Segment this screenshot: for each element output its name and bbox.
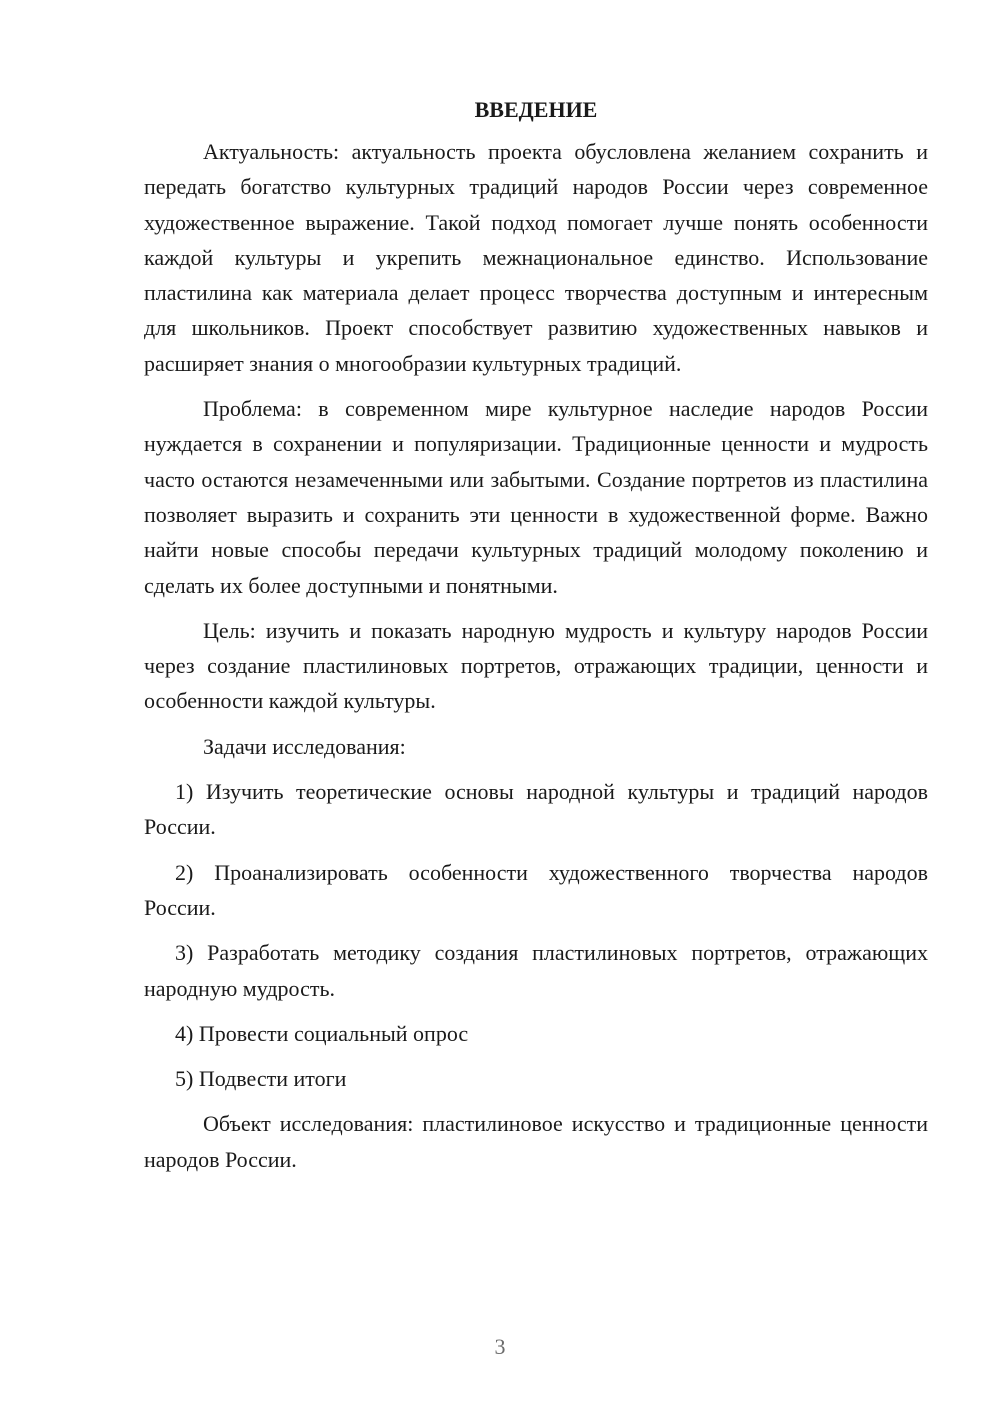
document-page [144,92,928,1177]
task-item: 5) Подвести итоги [175,1066,347,1092]
object-paragraph: Объект исследования: пластилиновое искусство и традиционные ценности народов России. [144,1111,928,1172]
task-item: 1) Изучить теоретические основы народной культуры и традиций народов России. [144,779,928,840]
relevance-paragraph: Актуальность: актуальность проекта обусловлена желанием сохранить и передать богатство культурных традиций народов России через современное художественное выражение. Такой подход помогает лучше понять особенности каждой культуры и укрепить межнациональное единство. Использование пластилина как материала делает процесс творчества доступным и интересным для школьников. Проект способствует развитию художественных навыков и расширяет знания о многообразии культурных традиций. [144,139,928,376]
task-item: 2) Проанализировать особенности художественного творчества народов России. [144,859,928,920]
task-item: 3) Разработать методику создания пластилиновых портретов, отражающих народную мудрость. [144,940,928,1001]
goal-paragraph: Цель: изучить и показать народную мудрость и культуру народов России через создание пластилиновых портретов, отражающих традиции, ценности и особенности каждой культуры. [144,617,928,714]
section-heading: ВВЕДЕНИЕ [474,97,598,122]
task-item: 4) Провести социальный опрос [175,1020,469,1046]
problem-paragraph: Проблема: в современном мире культурное наследие народов России нуждается в сохранении и популяризации. Традиционные ценности и мудрость часто остаются незамеченными или забытыми. Создание портретов из пластилина позволяет выразить и сохранить эти ценности в художественной форме. Важно найти новые способы передачи культурных традиций молодому поколению и сделать их более доступными и понятными. [144,396,928,598]
page-number: 3 [494,1334,506,1359]
tasks-heading: Задачи исследования: [203,733,406,759]
